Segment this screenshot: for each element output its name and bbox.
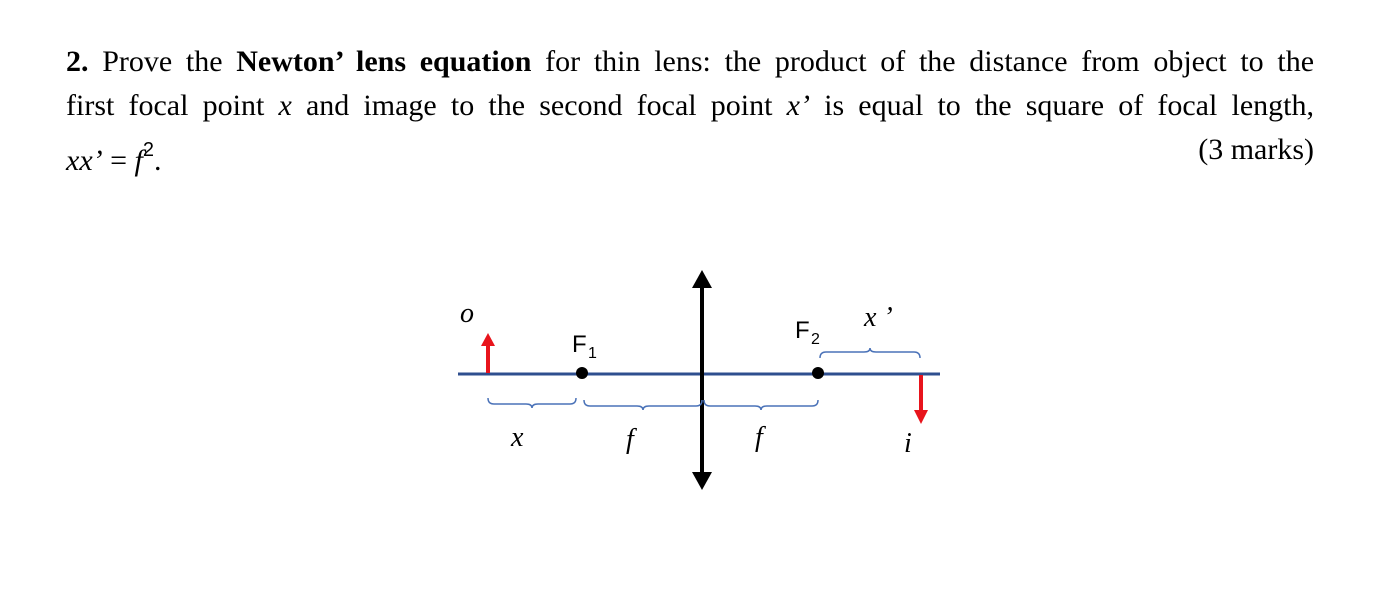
image-arrowhead <box>914 410 928 424</box>
question-text-segment: for thin lens: the product of the distance from object to the <box>531 45 1315 78</box>
equation-lhs: xx’ <box>66 144 103 177</box>
brace-x-prime <box>820 348 920 358</box>
focal-1-label: F <box>572 331 587 358</box>
brace-f-left <box>584 400 702 410</box>
question-text-segment: is equal to the square of focal length, <box>809 89 1314 122</box>
f-left-label: f <box>626 424 634 455</box>
lens-top-arrowhead <box>692 270 712 288</box>
image-label: i <box>904 428 912 459</box>
equation-period: . <box>154 144 162 177</box>
question-text-segment: Prove the <box>88 45 237 78</box>
focal-point-1 <box>576 367 588 379</box>
newton-equation-term: Newton’ lens equation <box>236 45 532 78</box>
object-label: o <box>460 298 474 329</box>
math-x-prime: x’ <box>786 89 810 122</box>
question-text-segment: first focal point <box>66 89 279 122</box>
marks-label: (3 marks) <box>1198 133 1314 166</box>
x-label: x <box>511 422 524 453</box>
focal-point-2 <box>812 367 824 379</box>
math-x: x <box>278 89 292 122</box>
lens-bottom-arrowhead <box>692 472 712 490</box>
brace-f-right <box>704 400 818 410</box>
question-number: 2. <box>66 45 89 78</box>
focal-1-subscript: 1 <box>588 345 597 362</box>
question-text-segment: and image to the second focal point <box>291 89 787 122</box>
equation-equals: = <box>102 144 135 177</box>
object-arrowhead <box>481 333 495 346</box>
f-right-label: f <box>755 422 763 453</box>
focal-2-subscript: 2 <box>811 331 820 348</box>
equation-exponent: 2 <box>142 139 155 161</box>
focal-2-label: F <box>795 317 810 344</box>
brace-x <box>488 398 576 408</box>
equation-f: f <box>134 144 143 177</box>
x-prime-label: x ’ <box>864 302 893 333</box>
